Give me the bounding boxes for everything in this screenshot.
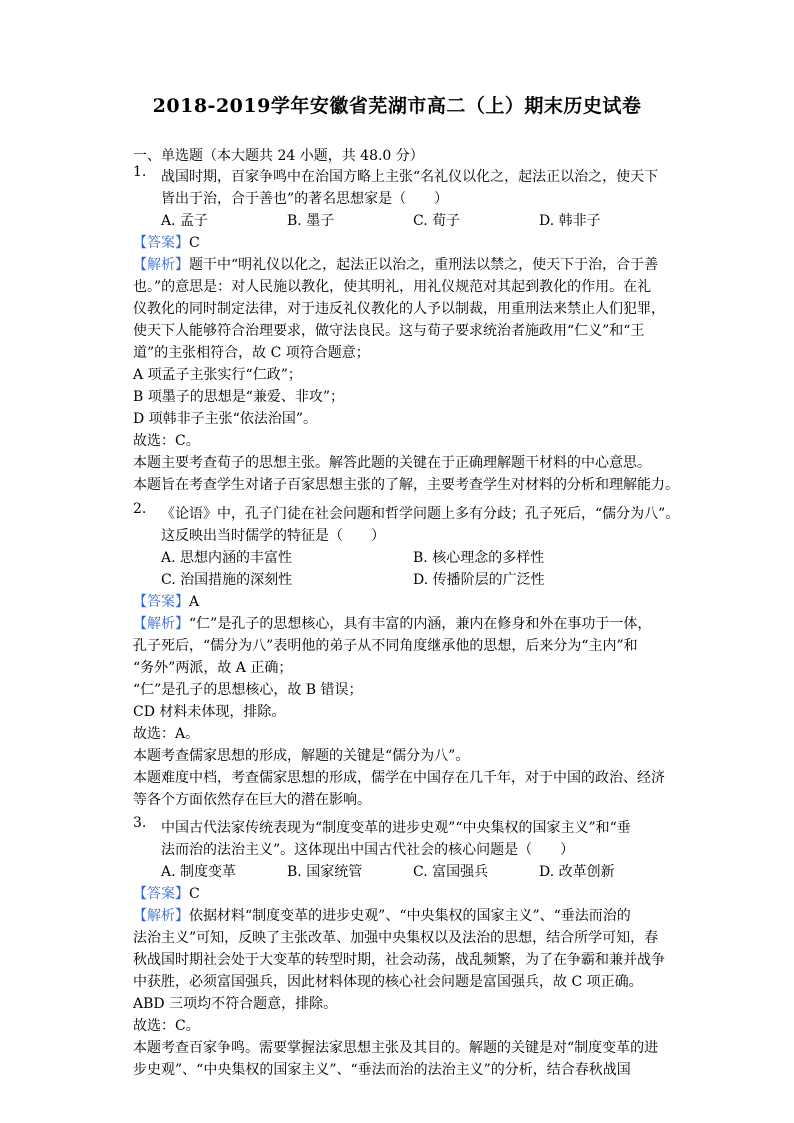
analysis-text: 本题考查百家争鸣。需要掌握法家思想主张及其目的。解题的关键是对“制度变革的进 [133,1040,659,1056]
option-a: A. 制度变革 [161,864,237,880]
analysis-tag: 【解析】 [133,257,189,273]
answer-line [133,232,663,254]
question-number: 1. [133,164,147,180]
question-stem: 中国古代法家传统表现为“制度变革的进步史观”“中央集权的国家主义”和“垂 [161,820,631,836]
question-number: 2. [133,501,147,517]
analysis-text: D 项韩非子主张“依法治国”。 [133,411,317,427]
answer-tag: 【答案】 [133,886,189,902]
analysis-text: 本题主要考查荀子的思想主张。解答此题的关键在于正确理解题干材料的中心意思。 [133,455,651,471]
option-b: B. 核心理念的多样性 [413,550,545,566]
question-stem: 法而治的法治主义”。这体现出中国古代社会的核心问题是（ ） [161,842,575,858]
analysis-text: 依据材料“制度变革的进步史观”、“中央集权的国家主义”、“垂法而治的 [189,908,631,924]
analysis-text: 故选：C。 [133,1018,200,1034]
page-title: 2018-2019学年安徽省芜湖市高二（上）期末历史试卷 [152,95,642,117]
analysis-text: 等各个方面依然存在巨大的潜在影响。 [133,792,371,808]
analysis-text: CD 材料未体现，排除。 [133,704,286,720]
question-number: 3. [133,815,147,831]
question-stem: 皆出于治，合于善也”的著名思想家是（ ） [161,191,449,207]
analysis-text: 题干中“明礼仪以化之，起法正以治之，重刑法以禁之，使天下于治，合于善 [189,257,659,273]
option-b: B. 国家统管 [287,864,363,880]
option-d: D. 韩非子 [539,213,601,229]
option-d: D. 传播阶层的广泛性 [413,572,545,588]
answer-tag: 【答案】 [133,594,189,610]
option-a: A. 孟子 [161,213,209,229]
analysis-text: 步史观”、“中央集权的国家主义”、“垂法而治的法治主义”的分析，结合春秋战国 [133,1062,631,1078]
option-b: B. 墨子 [287,213,335,229]
analysis-line [133,613,663,635]
analysis-text: 本题难度中档，考查儒家思想的形成，儒学在中国存在几千年，对于中国的政治、经济 [133,770,665,786]
question-stem: 这反映出当时儒学的特征是（ ） [161,528,385,544]
option-a: A. 思想内涵的丰富性 [161,550,293,566]
option-c: C. 治国措施的深刻性 [161,572,293,588]
analysis-text: B 项墨子的思想是“兼爱、非攻”； [133,389,345,405]
analysis-text: “仁”是孔子的思想核心，具有丰富的内涵，兼内在修身和外在事功于一体， [189,616,652,632]
analysis-text: 本题旨在考查学生对诸子百家思想主张的了解，主要考查学生对材料的分析和理解能力。 [133,477,679,493]
option-c: C. 荀子 [413,213,461,229]
section-header: 一、单选题（本大题共 24 小题，共 48.0 分） [133,148,424,164]
analysis-line [133,254,663,276]
answer-tag: 【答案】 [133,235,189,251]
analysis-text: 中获胜，必须富国强兵，因此材料体现的核心社会问题是富国强兵，故 C 项正确。 [133,974,643,990]
answer-value: C [189,235,200,251]
analysis-tag: 【解析】 [133,616,189,632]
analysis-text: 道”的主张相符合，故 C 项符合题意； [133,345,370,361]
answer-line [133,591,663,613]
analysis-text: 法治主义”可知，反映了主张改革、加强中央集权以及法治的思想，结合所学可知，春 [133,930,659,946]
analysis-line [133,905,663,927]
analysis-text: “仁”是孔子的思想核心，故 B 错误； [133,682,363,698]
option-d: D. 改革创新 [539,864,615,880]
analysis-text: 本题考查儒家思想的形成，解题的关键是“儒分为八”。 [133,748,470,764]
analysis-tag: 【解析】 [133,908,189,924]
answer-line [133,883,663,905]
analysis-text: 孔子死后，“儒分为八”表明他的弟子从不同角度继承他的思想，后来分为“主内”和 [133,638,638,654]
analysis-text: “务外”两派，故 A 正确； [133,660,293,676]
question-stem: 战国时期，百家争鸣中在治国方略上主张“名礼仪以化之，起法正以治之，使天下 [161,169,659,185]
analysis-text: A 项孟子主张实行“仁政”； [133,367,302,383]
analysis-text: 使天下人能够符合治理要求，做守法良民。这与荀子要求统治者施政用“仁义”和“王 [133,323,645,339]
answer-value: C [189,886,200,902]
analysis-text: 秋战国时期社会处于大变革的转型时期，社会动荡，战乱频繁，为了在争霸和兼并战争 [133,952,665,968]
analysis-text: 故选：A。 [133,726,200,742]
question-stem: 《论语》中，孔子门徒在社会问题和哲学问题上多有分歧；孔子死后，“儒分为八”。 [161,506,680,522]
analysis-text: 也。”的意思是：对人民施以教化，使其明礼，用礼仪规范对其起到教化的作用。在礼 [133,279,652,295]
analysis-text: 故选：C。 [133,433,200,449]
analysis-text: ABD 三项均不符合题意，排除。 [133,996,338,1012]
analysis-text: 仪教化的同时制定法律，对于违反礼仪教化的人予以制裁，用重刑法来禁止人们犯罪， [133,301,665,317]
answer-value: A [189,594,200,610]
option-c: C. 富国强兵 [413,864,489,880]
